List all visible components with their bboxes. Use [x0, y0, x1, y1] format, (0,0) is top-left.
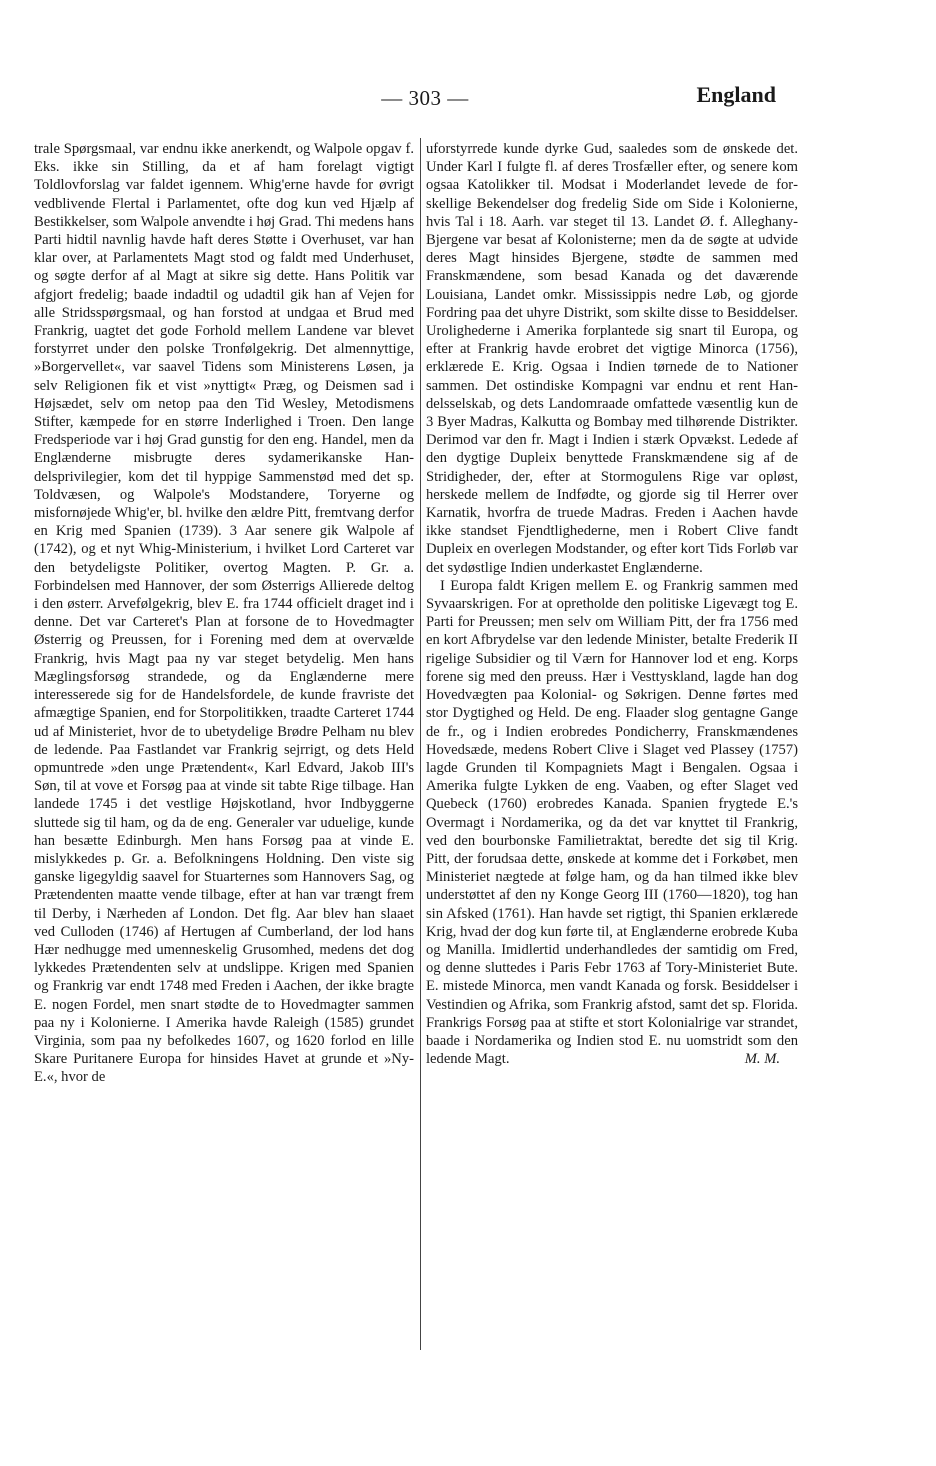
left-paragraph-1: trale Spørgsmaal, var endnu ikke anerkendt, og Walpole opgav f. Eks. ikke sin Stilling, da et af ham forelagt vigtigt Toldlovforslag var faldet igennem. Whig'erne havde for øvrigt vedblivende Flertal i Parlamentet, ofte dog kun ved Hjælp af Bestikkelser, som Walpole anvendte i høj Grad. Thi medens hans Parti hidtil navnlig havde haft deres Støtte i Overhuset, var han klar over, at Parlamentets Magt stod og faldt med Underhuset, og søgte derfor af al Magt at sikre sig dette. Hans Politik var afgjort fredelig; baade indadtil og udadtil gik han af Vejen for alle Stridsspørgsmaal, og han forstod at undgaa et Brud med Frankrig, uagtet det gode Forhold mellem Landene var blevet forstyrret under den polske Tronfølgekrig. Det almennyttige, »Borgervellet«, var saavel Tidens som Ministerens Løsen, ja selv Religionen fik et vist »nyttigt« Præg, og Deismen sad i Højsædet, selv om netop paa den Tid Wesley, Metodismens Stifter, kæmpede for en større Inderlighed i Troen. Den lange Fredsperiode var i høj Grad gunstig for den eng. Handel, men da Englænderne misbrugte deres sydamerikanske Handelsprivilegier, kom det til hyppige Sammenstød med det sp. Toldvæsen, og Walpole's Modstandere, Toryerne og misfornøjede Whig'er, bl. hvilke den ældre Pitt, fremtvang derfor en Krig med Spanien (1739). 3 Aar senere gik Walpole af (1742), og et nyt Whig-Ministerium, i hvilket Lord Carteret var den betydeligste Politiker, overtog Magten. P. Gr. a. Forbindelsen med Hannover, der som Østerrigs Allierede deltog i den østerr. Arvefølgekrig, blev E. fra 1744 officielt draget ind i denne. Det var Carteret's Plan at forsone de to Hovedmagter Østerrig og Preussen, for i Forening med dem at overvælde Frankrig, hvis Magt paa ny var steget betydelig. Men hans Mæglingsforsøg strandede, og da Englænderne mere interesserede sig for de Handelsfordele, de kunde fravriste det afmægtige Spanien, end for Storpolitikken, traadte Carteret 1744 ud af Ministeriet, hvor de to ubetydelige Brødre Pelham nu blev de ledende. Paa Fastlandet var Frankrig sejrrigt, og dets Held opmuntrede »den unge Prætendent«, Karl Edvard, Jakob III's Søn, til at vove et Forsøg paa at vinde sit tabte Rige tilbage. Han landede 1745 i det vestlige Højskotland, hvor Indbyggerne sluttede sig til ham, og da de eng. Generaler var uduelige, kunde han besætte Edinburgh. Men hans Forsøg paa at vinde E. mislykkedes p. Gr. a. Befolkningens Holdning. Den viste sig ganske ligegyldig saavel for Stuarternes som Hannovers Sag, og Prætendenten maatte vende tilbage, efter at han var trængt frem til Derby, i Nærheden af London. Det flg. Aar blev han slaaet ved Culloden (1746) af Hertugen af Cumberland, der lod hans Hær nedhugge med umenneskelig Grusomhed, medens det dog lykkedes Prætendenten selv at undslippe. Krigen med Spanien og Frankrig var endt 1748 med Freden i Aachen, der ikke bragte E. nogen Fordel, men snart stødte de to Hovedmagter sammen paa ny i Kolonierne. I Amerika havde Raleigh (1585) grundet Virginia, som paa ny befolkedes 1607, og 1620 forlod en lille Skare Puritanere Europa for hinsides Havet at grunde et »Ny-E.«, hvor de [34, 141, 414, 1086]
right-column [426, 140, 798, 1068]
author-signature: M. M. [744, 1051, 780, 1068]
right-paragraph-2-text: I Europa faldt Krigen mellem E. og Frankrig sammen med Syvaarskrigen. For at opretholde den politiske Ligevægt tog E. Parti for Preussen; men selv om William Pitt, der fra 1756 med en kort Afbrydelse var den ledende Minister, betalte Frederik II rigelige Subsidier og til Værn for Hannover lod et eng. Korps forene sig med den preuss. Hær i Vesttyskland, lagde han dog Hovedvægten paa Kolonial- og Søkrigen. Denne førtes med stor Dygtighed og Held. De eng. Flaader slog gentagne Gange de fr., og i Indien erobredes Pondicherry, Franskmændenes Hovedsæde, medens Robert Clive i Slaget ved Plassey (1757) lagde Grunden til Kompagniets Magt i Bengalen. Ogsaa i Amerika fulgte Lykken de eng. Vaaben, og efter Slaget ved Quebeck (1760) erobredes Kanada. Spanien frygtede E.'s Overmagt i Nordamerika, og da det var knyttet til Frankrig, ved den bourbonske Familietraktat, beredte det sig til Krig. Pitt, der forudsaa dette, ønskede at komme det i Forkøbet, men Ministeriet nægtede at følge ham, og da han tilmed ikke blev understøttet af den ny Konge Georg III (1760—1820), tog han sin Afsked (1761). Han havde set rigtigt, thi Spanien erklærede Krig, hvad der dog kun førte til, at Englænderne erobrede Kuba og Manilla. Imidlertid underhandledes der samtidig om Fred, og denne sluttedes i Paris Febr 1763 af Tory-Ministeriet Bute. E. mistede Minorca, men vandt Kanada og forsk. Besiddelser i Vestindien og Afrika, som Frankrig afstod, samt det sp. Florida. Frankrigs Forsøg paa at stifte et stort Kolonialrige var strandet, baade i Nordamerika og Indien stod E. nu uomstridt som den ledende Magt. [426, 577, 798, 1068]
right-paragraph-2 [426, 577, 798, 1068]
page-number: — 303 — [381, 86, 469, 110]
left-column [34, 140, 414, 1087]
column-divider [420, 138, 421, 1350]
right-paragraph-1: uforstyrrede kunde dyrke Gud, saaledes som de ønskede det. Under Karl I fulgte fl. af deres Trosfæller efter, og senere kom ogsaa Katolikker til. Modsat i Moderlandet levede de forskellige Bekendelser dog fredelig Side om Side i Kolonierne, hvis Tal i 18. Aarh. var steget til 13. Landet Ø. f. Alleghany-Bjergene var besat af Kolonisterne; men da de søgte at udvide deres Magt hinsides Bjergene, stødte de sammen med Franskmændene, som besad Kanada og det daværende Louisiana, Landet omkr. Mississippis nedre Løb, og gjorde Fordring paa det uhyre Distrikt, som skilte disse to Besiddelser. Urolighederne i Amerika forplantede sig snart til Europa, og efter at Frankrig havde erobret det vigtige Minorca (1756), erklærede E. Krig. Ogsaa i Indien tørnede de to Nationer sammen. Det ostindiske Kompagni var endnu et rent Handelsselskab, og dets Landomraade omfattede væsentlig kun de 3 Byer Madras, Kalkutta og Bombay med tilhørende Distrikter. Derimod var den fr. Magt i Indien i stærk Opvækst. Ledede af den dygtige Dupleix benyttede Franskmændene sig af de Stridigheder, der, efter at Stormogulens Rige var opløst, herskede mellem de Indfødte, og gjorde sig til Herrer over Karnatik, hvorfra de truede Madras. Freden i Aachen havde ikke standset Fjendtlighederne, men i Robert Clive fandt Dupleix en overlegen Modstander, og efter kort Tids Forløb var det sydøstlige Indien underkastet Englænderne. [426, 141, 798, 576]
running-head: England [696, 82, 776, 107]
